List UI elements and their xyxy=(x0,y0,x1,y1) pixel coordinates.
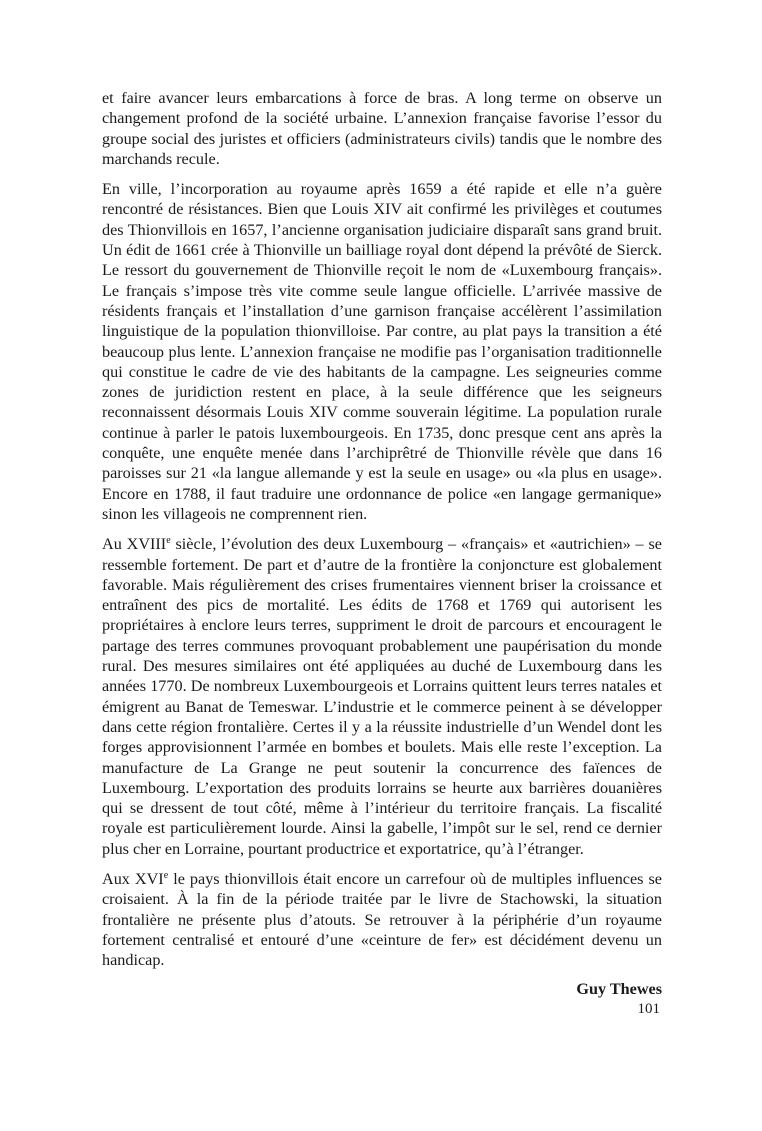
paragraph-3-superscript: e xyxy=(166,535,171,547)
paragraph-2: En ville, l’incorporation au royaume après 1659 a été rapide et elle n’a guère rencontré de résistances. Bien que Louis XIV ait confirmé les privilèges et coutumes des Thionvillois en 1657, l’ancienne organisation judiciaire disparaît sans grand bruit. Un édit de 1661 crée à Thionville un bailliage royal dont dépend la prévôté de Sierck. Le ressort du gouvernement de Thionville reçoit le nom de «Luxembourg français». Le français s’impose très vite comme seule langue officielle. L’arrivée massive de résidents français et l’installation d’une garnison française accélèrent l’assimilation linguistique de la population thionvilloise. Par contre, au plat pays la transition a été beaucoup plus lente. L’annexion française ne modifie pas l’organisation traditionnelle qui constitue le cadre de vie des habitants de la campagne. Les seigneuries comme zones de juridiction restent en place, à la seule différence que les seigneurs reconnaissent désormais Louis XIV comme souverain légitime. La population rurale continue à parler le patois luxembourgeois. En 1735, donc presque cent ans après la conquête, une enquête menée dans l’archiprêtré de Thionville révèle que dans 16 paroisses sur 21 «la langue allemande y est la seule en usage» ou «la plus en usage». Encore en 1788, il faut traduire une ordonnance de police «en langage germanique» sinon les villageois ne comprennent rien. xyxy=(102,180,662,523)
paragraph-1: et faire avancer leurs embarcations à force de bras. A long terme on observe un changement profond de la société urbaine. L’annexion française favorise l’essor du groupe social des juristes et officiers (administrateurs civils) tandis que le nombre des marchands recule. xyxy=(102,89,662,168)
paragraph-4 xyxy=(102,869,662,970)
paragraph-4-start: Aux XVI xyxy=(102,869,164,888)
paragraph-4-rest: le pays thionvillois était encore un carrefour où de multiples influences se croisaient. À la fin de la période traitée par le livre de Stachowski, la situation frontalière ne présente plus d’atouts. Se retrouver à la périphérie d’un royaume fortement centralisé et entouré d’une «ceinture de fer» est décidément devenu un handicap. xyxy=(102,869,662,970)
paragraph-3 xyxy=(102,534,662,859)
author-signature: Guy Thewes xyxy=(576,980,662,999)
paragraph-3-start: Au XVIII xyxy=(102,535,167,554)
article-body xyxy=(102,88,662,1000)
paragraph-3-rest: siècle, l’évolution des deux Luxembourg – «français» et «autrichien» – se ressemble fortement. De part et d’autre de la frontière la conjoncture est globalement favorable. Mais régulièrement des crises frumentaires viennent briser la croissance et entraînent des pics de mortalité. Les édits de 1768 et 1769 qui autorisent les propriétaires à enclore leurs terres, suppriment le droit de parcours et encouragent le partage des terres communes provoquant probablement une paupérisation du monde rural. Des mesures similaires ont été appliquées au duché de Luxembourg dans les années 1770. De nombreux Luxembourgeois et Lorrains quittent leurs terres natales et émigrent au Banat de Temeswar. L’industrie et le commerce peinent à se développer dans cette région frontalière. Certes il y a la réussite industrielle d’un Wendel dont les forges approvisionnent l’armée en bombes et boulets. Mais elle reste l’exception. La manufacture de La Grange ne peut soutenir la concurrence des faïences de Luxembourg. L’exportation des produits lorrains se heurte aux barrières douanières qui se dressent de tout côté, même à l’intérieur du territoire français. La fiscalité royale est particulièrement lourde. Ainsi la gabelle, l’impôt sur le sel, rend ce dernier plus cher en Lorraine, pourtant productrice et exportatrice, qu’à l’étranger. xyxy=(102,535,662,858)
paragraph-4-superscript: e xyxy=(163,869,169,881)
page-number: 101 xyxy=(637,1001,660,1017)
